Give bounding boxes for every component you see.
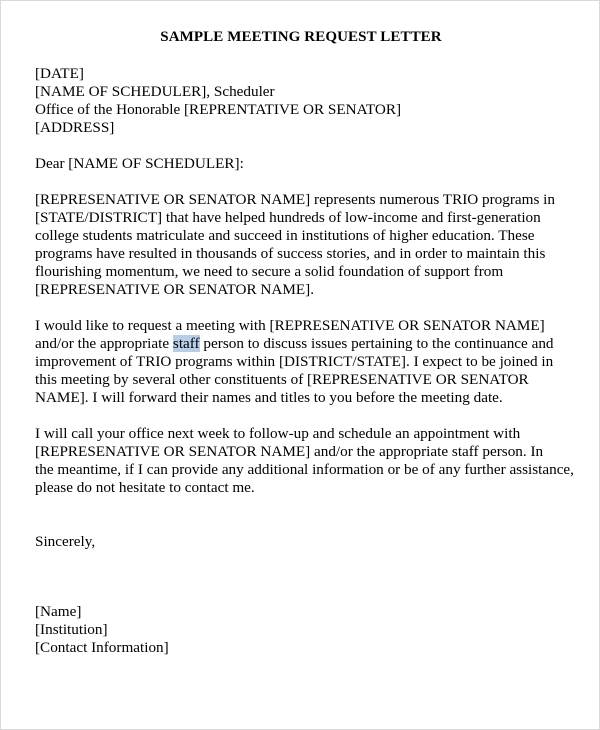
paragraph-3-line: [REPRESENATIVE OR SENATOR NAME] and/or the appropriate staff person. In	[35, 443, 544, 460]
selected-text-highlight[interactable]: staff	[172, 335, 200, 352]
signature-contact: [Contact Information]	[35, 639, 169, 656]
paragraph-1-line: [STATE/DISTRICT] that have helped hundreds of low-income and first-generation	[35, 209, 541, 226]
paragraph-2-line: this meeting by several other constituents of [REPRESENATIVE OR SENATOR	[35, 371, 529, 388]
signature-block	[35, 603, 583, 657]
paragraph-1-line: programs have resulted in thousands of success stories, and in order to maintain this	[35, 245, 546, 262]
paragraph-1-line: [REPRESENATIVE OR SENATOR NAME].	[35, 281, 315, 298]
paragraph-1-line: flourishing momentum, we need to secure a solid foundation of support from	[35, 263, 504, 280]
paragraph-3-line: I will call your office next week to follow-up and schedule an appointment with	[35, 425, 521, 442]
letter-title: SAMPLE MEETING REQUEST LETTER	[160, 29, 442, 45]
signature-name: [Name]	[35, 603, 82, 620]
salutation-text: Dear [NAME OF SCHEDULER]:	[35, 155, 244, 172]
office-line: Office of the Honorable [REPRENTATIVE OR SENATOR]	[35, 101, 402, 118]
salutation	[35, 155, 583, 173]
paragraph-1	[35, 191, 583, 299]
paragraph-2-line: improvement of TRIO programs within [DISTRICT/STATE]. I expect to be joined in	[35, 353, 554, 370]
paragraph-2-line: NAME]. I will forward their names and titles to you before the meeting date.	[35, 389, 503, 406]
paragraph-3-line: the meantime, if I can provide any additional information or be of any further assistance,	[35, 461, 574, 478]
paragraph-3	[35, 425, 583, 497]
date-line: [DATE]	[35, 65, 84, 82]
scheduler-line: [NAME OF SCHEDULER], Scheduler	[35, 83, 275, 100]
paragraph-3-line: please do not hesitate to contact me.	[35, 479, 255, 496]
paragraph-2-line: I would like to request a meeting with [REPRESENATIVE OR SENATOR NAME]	[35, 317, 545, 334]
closing-text: Sincerely,	[35, 533, 96, 550]
paragraph-1-line: [REPRESENATIVE OR SENATOR NAME] represents numerous TRIO programs in	[35, 191, 555, 208]
letter-header	[35, 65, 583, 137]
paragraph-2-text: person to discuss issues pertaining to the continuance and	[199, 335, 554, 352]
address-line: [ADDRESS]	[35, 119, 115, 136]
paragraph-2-text: and/or the appropriate	[35, 335, 173, 352]
closing	[35, 533, 583, 551]
paragraph-2-line	[35, 335, 583, 353]
signature-institution: [Institution]	[35, 621, 108, 638]
paragraph-1-line: college students matriculate and succeed in institutions of higher education. These	[35, 227, 535, 244]
paragraph-2	[35, 317, 583, 407]
